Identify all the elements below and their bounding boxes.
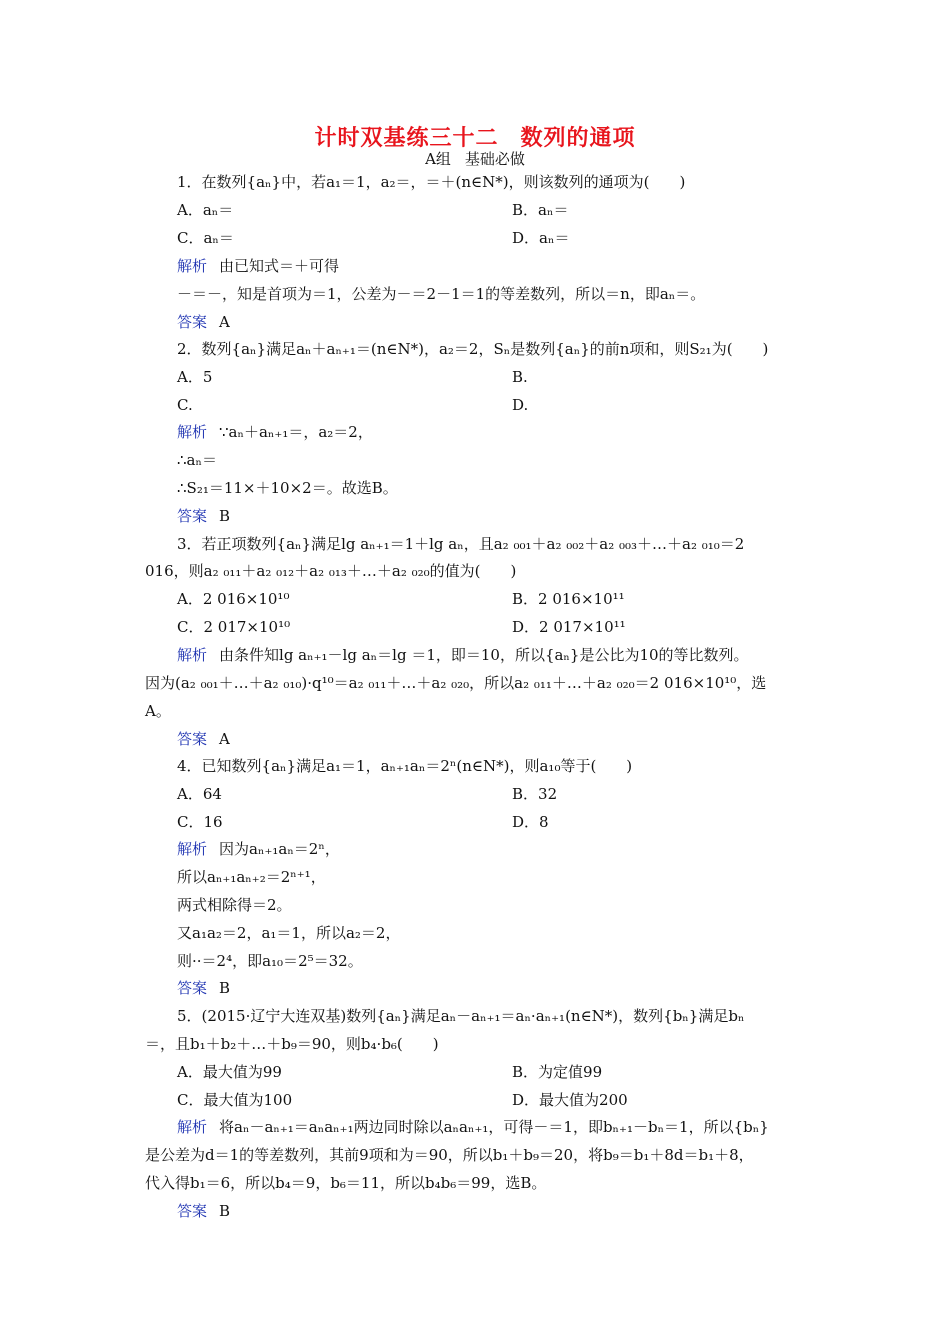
q3-solution-line-3: A。 xyxy=(145,702,171,720)
q5-stem-line-2: ＝，且b₁＋b₂＋…＋b₉＝90，则b₄·b₆( ) xyxy=(145,1035,439,1053)
q5-solution-line-2: 是公差为d＝1的等差数列，其前9项和为＝90，所以b₁＋b₉＝20，将b₉＝b₁＋8d＝b₁＋8， xyxy=(145,1146,754,1164)
group-label: A组 xyxy=(425,150,451,168)
q4-solution-line-1: 因为aₙ₊₁aₙ＝2ⁿ， xyxy=(219,840,340,858)
q3-option-d: D．2 017×10¹¹ xyxy=(512,618,626,636)
q3-option-c: C．2 017×10¹⁰ xyxy=(177,618,291,636)
q4-option-d: D．8 xyxy=(512,813,549,831)
answer-label: 答案 xyxy=(177,730,208,748)
q3-analysis xyxy=(177,645,749,665)
q5-analysis xyxy=(177,1117,769,1137)
q1-option-d: D．aₙ＝ xyxy=(512,229,570,247)
answer-label: 答案 xyxy=(177,979,208,997)
q2-answer-value: B xyxy=(219,507,231,525)
q4-option-b: B．32 xyxy=(512,785,558,803)
analysis-label: 解析 xyxy=(177,646,208,664)
q4-option-a: A．64 xyxy=(177,785,222,803)
q4-solution-line-3: 两式相除得＝2。 xyxy=(177,896,292,914)
q2-option-c: C. xyxy=(177,396,193,414)
q2-analysis xyxy=(177,422,373,442)
q2-option-d: D. xyxy=(512,396,529,414)
q4-answer-value: B xyxy=(219,979,231,997)
q5-option-c: C．最大值为100 xyxy=(177,1091,293,1109)
q4-stem: 4．已知数列{aₙ}满足a₁＝1，aₙ₊₁aₙ＝2ⁿ(n∈N*)，则a₁₀等于( ) xyxy=(177,757,633,775)
q3-solution-line-2: 因为(a₂ ₀₀₁＋…＋a₂ ₀₁₀)·q¹⁰＝a₂ ₀₁₁＋…＋a₂ ₀₂₀，所以a₂ ₀₁₁＋…＋a₂ ₀₂₀＝2 016×10¹⁰，选 xyxy=(145,674,767,692)
q1-solution-line-1: 由已知式＝＋可得 xyxy=(219,257,340,275)
q5-option-d: D．最大值为200 xyxy=(512,1091,628,1109)
q2-stem: 2．数列{aₙ}满足aₙ＋aₙ₊₁＝(n∈N*)，a₂＝2，Sₙ是数列{aₙ}的前n项和，则S₂₁为( ) xyxy=(177,340,769,358)
q2-solution-line-1: ∵aₙ＋aₙ₊₁＝，a₂＝2， xyxy=(219,423,373,441)
q1-answer-value: A xyxy=(219,313,230,331)
q5-answer xyxy=(177,1201,230,1221)
q4-analysis xyxy=(177,839,340,859)
q3-option-b: B．2 016×10¹¹ xyxy=(512,590,625,608)
answer-label: 答案 xyxy=(177,313,208,331)
answer-label: 答案 xyxy=(177,1202,208,1220)
analysis-label: 解析 xyxy=(177,257,208,275)
q1-analysis xyxy=(177,256,339,276)
q5-stem-line-1: 5．(2015·辽宁大连双基)数列{aₙ}满足aₙ－aₙ₊₁＝aₙ·aₙ₊₁(n∈N*)，数列{bₙ}满足bₙ xyxy=(177,1007,745,1025)
q2-solution-line-3: ∴S₂₁＝11×＋10×2＝。故选B。 xyxy=(177,479,398,497)
q1-option-b: B．aₙ＝ xyxy=(512,201,569,219)
q5-solution-line-3: 代入得b₁＝6，所以b₄＝9，b₆＝11，所以b₄b₆＝99，选B。 xyxy=(145,1174,547,1192)
q3-stem-line-2: 016，则a₂ ₀₁₁＋a₂ ₀₁₂＋a₂ ₀₁₃＋…＋a₂ ₀₂₀的值为( ) xyxy=(145,562,517,580)
q2-answer xyxy=(177,506,230,526)
q3-answer-value: A xyxy=(219,730,230,748)
q4-solution-line-4: 又a₁a₂＝2，a₁＝1，所以a₂＝2， xyxy=(177,924,401,942)
q5-option-a: A．最大值为99 xyxy=(177,1063,282,1081)
q2-option-a: A．5 xyxy=(177,368,213,386)
title-main: 计时双基练三十二 xyxy=(314,125,499,151)
q3-stem-line-1: 3．若正项数列{aₙ}满足lg aₙ₊₁＝1＋lg aₙ，且a₂ ₀₀₁＋a₂ ₀₀₂＋a₂ ₀₀₃＋…＋a₂ ₀₁₀＝2 xyxy=(177,535,745,553)
q4-option-c: C．16 xyxy=(177,813,223,831)
q1-option-c: C．aₙ＝ xyxy=(177,229,234,247)
q1-solution-line-2: －＝－，知是首项为＝1，公差为－＝2－1＝1的等差数列，所以＝n，即aₙ＝。 xyxy=(177,285,706,303)
q3-option-a: A．2 016×10¹⁰ xyxy=(177,590,290,608)
q1-stem: 1．在数列{aₙ}中，若a₁＝1，a₂＝，＝＋(n∈N*)，则该数列的通项为( ) xyxy=(177,173,686,191)
q5-solution-line-1: 将aₙ－aₙ₊₁＝aₙaₙ₊₁两边同时除以aₙaₙ₊₁，可得－＝1，即bₙ₊₁－bₙ＝1，所以{bₙ} xyxy=(219,1118,769,1136)
q4-solution-line-2: 所以aₙ₊₁aₙ₊₂＝2ⁿ⁺¹， xyxy=(177,868,326,886)
q5-option-b: B．为定值99 xyxy=(512,1063,603,1081)
analysis-label: 解析 xyxy=(177,840,208,858)
section-subtitle xyxy=(0,148,950,169)
q2-option-b: B. xyxy=(512,368,528,386)
q1-answer xyxy=(177,312,230,332)
q3-answer xyxy=(177,729,230,749)
q4-answer xyxy=(177,978,230,998)
title-topic: 数列的通项 xyxy=(520,125,636,151)
q3-solution-line-1: 由条件知lg aₙ₊₁－lg aₙ＝lg ＝1，即＝10，所以{aₙ}是公比为10的等比数列。 xyxy=(219,646,749,664)
q4-solution-line-5: 则··＝2⁴，即a₁₀＝2⁵＝32。 xyxy=(177,952,363,970)
q1-option-a: A．aₙ＝ xyxy=(177,201,234,219)
q5-answer-value: B xyxy=(219,1202,231,1220)
analysis-label: 解析 xyxy=(177,1118,208,1136)
answer-label: 答案 xyxy=(177,507,208,525)
q2-solution-line-2: ∴aₙ＝ xyxy=(177,451,217,469)
analysis-label: 解析 xyxy=(177,423,208,441)
group-name: 基础必做 xyxy=(464,150,525,168)
